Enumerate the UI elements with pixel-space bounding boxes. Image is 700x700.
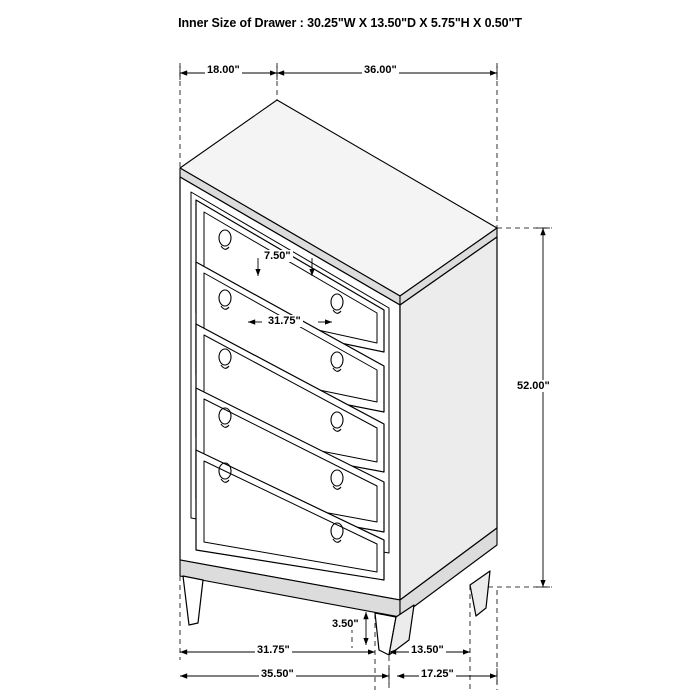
dim-label-drawer-height: 7.50": [264, 250, 291, 262]
chest-body: [180, 100, 497, 655]
dim-label-side-depth: 13.50": [411, 644, 444, 656]
dim-label-overall-width: 35.50": [261, 668, 294, 680]
leg-back-right: [470, 571, 490, 616]
page-title: Inner Size of Drawer : 30.25"W X 13.50"D X 5.75"H X 0.50"T: [178, 16, 522, 30]
dim-label-top-depth: 18.00": [207, 64, 240, 76]
dim-label-overall-height: 52.00": [517, 380, 550, 392]
dim-label-top-width: 36.00": [364, 64, 397, 76]
dim-label-leg-height: 3.50": [332, 618, 359, 630]
leg-front-left: [183, 576, 203, 625]
dim-label-overall-depth: 17.25": [421, 668, 454, 680]
dim-label-drawer-width: 31.75": [268, 315, 301, 327]
dim-label-front-width: 31.75": [257, 644, 290, 656]
